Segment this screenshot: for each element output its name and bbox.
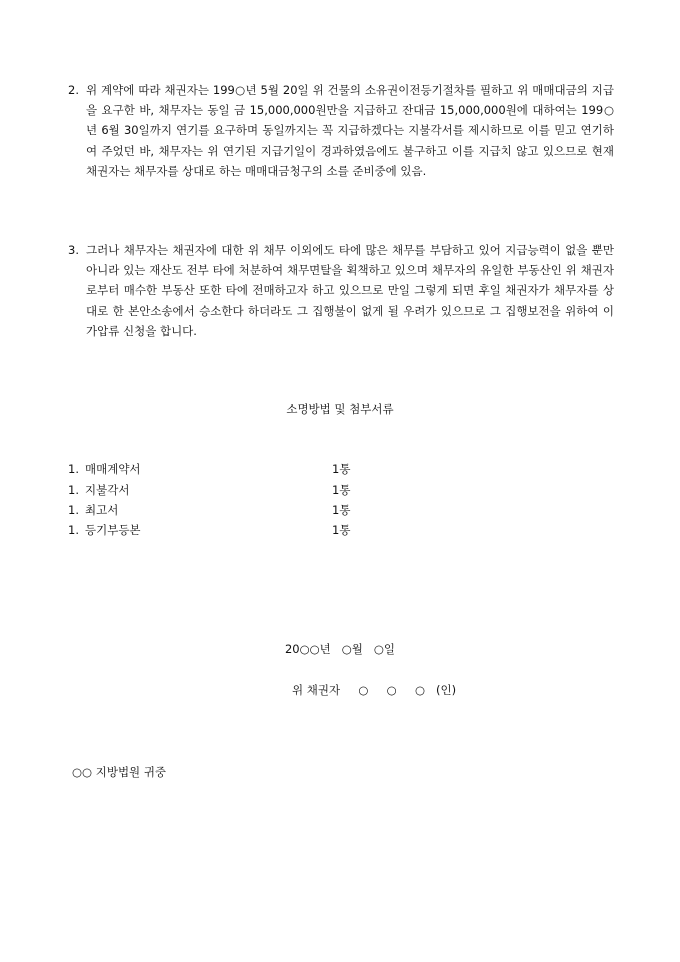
paragraph-number: 3. — [68, 243, 79, 257]
date-line — [0, 641, 680, 657]
attachment-count: 1통 — [332, 483, 351, 497]
seal-mark: (인) — [436, 683, 457, 697]
attachment-count: 1통 — [332, 462, 351, 476]
attachment-name: 등기부등본 — [85, 523, 141, 537]
signature-line — [292, 682, 456, 698]
signature-label: 위 채권자 — [292, 683, 341, 697]
paragraph-3 — [68, 240, 614, 341]
paragraph-2 — [68, 80, 614, 181]
attachment-number: 1. — [68, 462, 79, 476]
paragraph-text: 그러나 채무자는 채권자에 대한 위 채무 이외에도 타에 많은 채무를 부담하고 있어 지급능력이 없을 뿐만 아니라 있는 재산도 전부 타에 처분하여 채무면탈을 획책하고 있으며 채무자의 유일한 부동산인 위 채권자로부터 매수한 부동산 또한 타에 전매하고자 하고 있으므로 만일 그렇게 되면 후일 채권자가 채무자를 상대로 한 본안소송에서 승소한다 하더라도 그 집행불이 없게 될 우려가 있으므로 그 집행보전을 위하여 이 가압류 신청을 합니다. — [86, 243, 614, 338]
paragraph-text: 위 계약에 따라 채권자는 199○년 5월 20일 위 건물의 소유권이전등기절차를 필하고 위 매매대금의 지급을 요구한 바, 채무자는 동일 금 15,000,000원만을 지급하고 잔대금 15,000,000원에 대하여는 199○년 6월 30일까지 연기를 요구하며 동일까지는 꼭 지급하겠다는 지불각서를 제시하므로 이를 믿고 연기하여 주었던 바, 채무자는 위 연기된 지급기일이 경과하였음에도 불구하고 이를 지급치 않고 있으므로 현재 채권자는 채무자를 상대로 하는 매매대금청구의 소를 준비중에 있음. — [86, 83, 614, 178]
attachment-item — [68, 480, 388, 500]
paragraph-number: 2. — [68, 83, 79, 97]
date-month: ○월 — [341, 642, 363, 656]
attachment-number: 1. — [68, 523, 79, 537]
attachment-number: 1. — [68, 503, 79, 517]
attachment-item — [68, 520, 388, 540]
attachment-count: 1통 — [332, 503, 351, 517]
attachment-name: 지불각서 — [85, 483, 130, 497]
attachment-number: 1. — [68, 483, 79, 497]
date-year: 20○○년 — [284, 642, 331, 656]
court-addressee: ○○ 지방법원 귀중 — [72, 765, 167, 779]
signature-name: ○ ○ ○ — [358, 683, 426, 697]
attachment-item — [68, 500, 388, 520]
date-day: ○일 — [373, 642, 396, 656]
attachment-item — [68, 459, 388, 479]
attachment-name: 최고서 — [85, 503, 119, 517]
attachment-count: 1통 — [332, 523, 351, 537]
attachment-name: 매매계약서 — [85, 462, 141, 476]
section-title: 소명방법 및 첨부서류 — [286, 402, 394, 416]
